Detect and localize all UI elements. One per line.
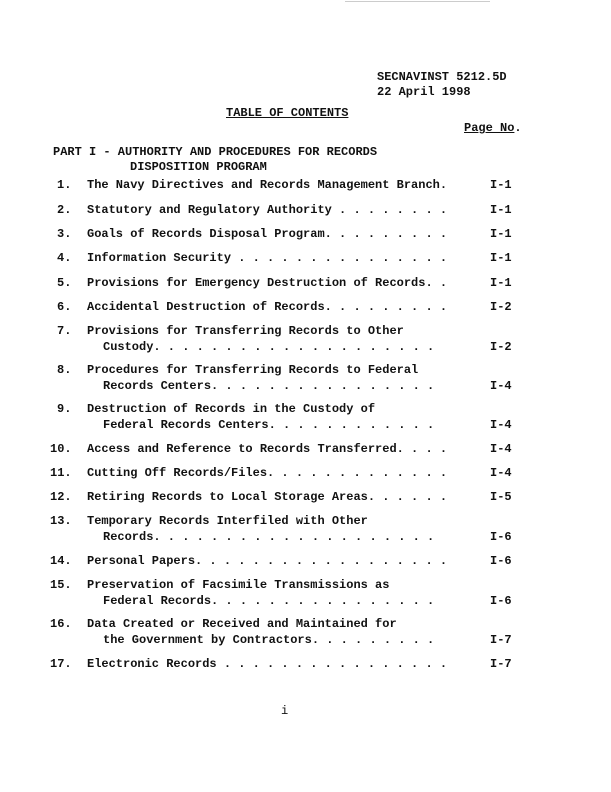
toc-entry-number: 6. [57,300,72,314]
toc-entry-title: Information Security . . . . . . . . . . . . . . . [87,251,448,265]
toc-entry-page: I-6 [490,594,512,608]
toc-entry-page: I-1 [490,203,512,217]
toc-entry-number: 9. [57,402,72,416]
toc-entry-title: Provisions for Emergency Destruction of Records. . [87,276,448,290]
toc-entry-number: 4. [57,251,72,265]
toc-entry-number: 5. [57,276,72,290]
toc-entry-number: 2. [57,203,72,217]
toc-entry-title: Federal Records. . . . . . . . . . . . . . . . [103,594,435,608]
toc-entry-page: I-1 [490,178,512,192]
toc-entry-page: I-2 [490,340,512,354]
toc-entry-number: 14. [50,554,72,568]
toc-entry-number: 13. [50,514,72,528]
scan-edge-line [345,1,490,2]
toc-entry-page: I-7 [490,657,512,671]
toc-entry-title: Custody. . . . . . . . . . . . . . . . . . . . [103,340,435,354]
toc-entry-title: Data Created or Received and Maintained for [87,617,397,631]
toc-entry-number: 10. [50,442,72,456]
toc-entry-number: 8. [57,363,72,377]
toc-entry-page: I-4 [490,379,512,393]
doc-date: 22 April 1998 [377,85,471,99]
toc-entry-title: Provisions for Transferring Records to Other [87,324,404,338]
toc-entry-number: 1. [57,178,72,192]
toc-entry-page: I-6 [490,530,512,544]
toc-entry-number: 11. [50,466,72,480]
toc-entry-title: Accidental Destruction of Records. . . . . . . . . [87,300,448,314]
toc-entry-number: 15. [50,578,72,592]
part-heading-line2: DISPOSITION PROGRAM [130,160,267,174]
toc-entry-number: 7. [57,324,72,338]
toc-entry-page: I-1 [490,276,512,290]
toc-entry-title: The Navy Directives and Records Management Branch. [87,178,448,192]
toc-entry-title: the Government by Contractors. . . . . . . . . [103,633,435,647]
doc-id: SECNAVINST 5212.5D [377,70,507,84]
page-no-header [464,121,522,135]
toc-entry-page: I-1 [490,227,512,241]
toc-entry-title: Destruction of Records in the Custody of [87,402,376,416]
toc-entry-title: Electronic Records . . . . . . . . . . . . . . . . [87,657,448,671]
page-no-label: Page No [464,121,515,135]
toc-entry-title: Statutory and Regulatory Authority . . . . . . . . [87,203,448,217]
toc-entry-number: 16. [50,617,72,631]
toc-entry-title: Retiring Records to Local Storage Areas. . . . . . [87,490,448,504]
toc-entry-title: Temporary Records Interfiled with Other [87,514,368,528]
toc-entry-title: Federal Records Centers. . . . . . . . . . . . [103,418,435,432]
toc-entry-number: 17. [50,657,72,671]
toc-entry-title: Records. . . . . . . . . . . . . . . . . . . . [103,530,435,544]
toc-entry-page: I-6 [490,554,512,568]
toc-entry-page: I-5 [490,490,512,504]
toc-entry-title: Personal Papers. . . . . . . . . . . . . . . . . . [87,554,448,568]
toc-entry-title: Goals of Records Disposal Program. . . . . . . . . [87,227,448,241]
page-title: TABLE OF CONTENTS [226,106,349,120]
toc-entry-title: Preservation of Facsimile Transmissions as [87,578,390,592]
part-heading-line1: PART I - AUTHORITY AND PROCEDURES FOR RECORDS [53,145,378,159]
toc-entry-title: Procedures for Transferring Records to Federal [87,363,419,377]
toc-entry-title: Records Centers. . . . . . . . . . . . . . . . [103,379,435,393]
toc-entry-page: I-2 [490,300,512,314]
toc-entry-number: 3. [57,227,72,241]
toc-entry-page: I-4 [490,442,512,456]
page-no-suffix: . [514,121,522,135]
toc-entry-page: I-4 [490,466,512,480]
toc-entry-page: I-4 [490,418,512,432]
toc-entry-page: I-1 [490,251,512,265]
toc-entry-number: 12. [50,490,72,504]
toc-entry-page: I-7 [490,633,512,647]
toc-entry-title: Cutting Off Records/Files. . . . . . . . . . . . . [87,466,448,480]
toc-entry-title: Access and Reference to Records Transferred. . . . [87,442,448,456]
footer-page-number: i [281,704,289,718]
